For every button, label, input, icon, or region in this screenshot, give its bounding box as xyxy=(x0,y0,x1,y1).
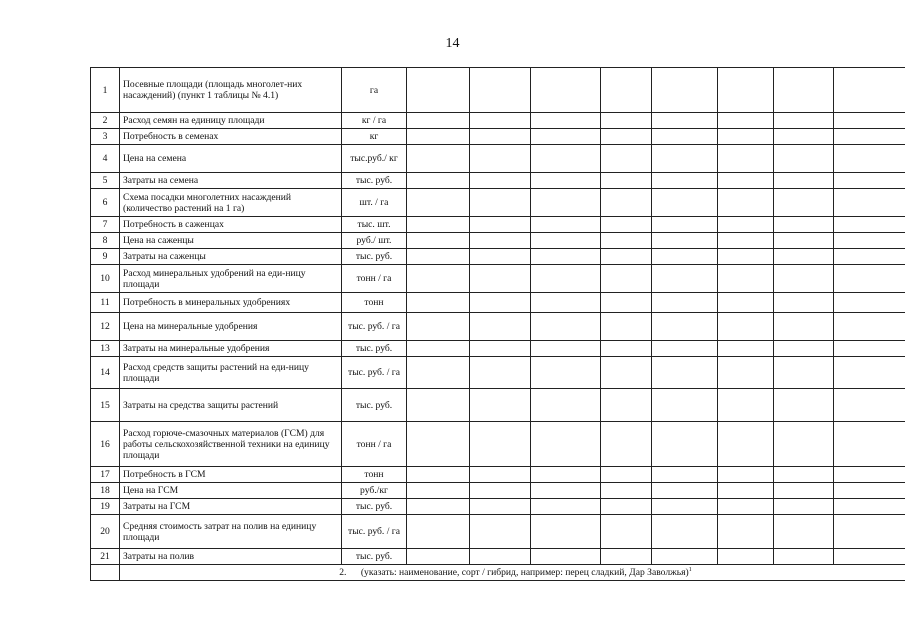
empty-value-cell xyxy=(407,233,470,249)
row-number: 13 xyxy=(91,341,120,357)
empty-value-cell xyxy=(601,233,652,249)
empty-value-cell xyxy=(531,515,601,549)
row-unit: тыс. руб. xyxy=(342,341,407,357)
empty-value-cell xyxy=(834,341,905,357)
empty-value-cell xyxy=(531,389,601,422)
row-number: 4 xyxy=(91,145,120,173)
empty-value-cell xyxy=(774,173,834,189)
empty-value-cell xyxy=(652,313,718,341)
empty-value-cell xyxy=(470,467,531,483)
empty-value-cell xyxy=(774,483,834,499)
empty-value-cell xyxy=(470,189,531,217)
empty-value-cell xyxy=(407,265,470,293)
empty-value-cell xyxy=(407,499,470,515)
empty-value-cell xyxy=(601,341,652,357)
row-unit: тыс. руб. / га xyxy=(342,357,407,389)
row-number: 12 xyxy=(91,313,120,341)
empty-value-cell xyxy=(601,173,652,189)
row-indicator-name: Цена на семена xyxy=(120,145,342,173)
row-number: 8 xyxy=(91,233,120,249)
empty-value-cell xyxy=(718,422,774,467)
empty-value-cell xyxy=(531,549,601,565)
empty-value-cell xyxy=(774,145,834,173)
table-row xyxy=(91,422,905,467)
empty-value-cell xyxy=(774,389,834,422)
row-indicator-name: Расход минеральных удобрений на еди-ницу площади xyxy=(120,265,342,293)
empty-value-cell xyxy=(601,145,652,173)
empty-value-cell xyxy=(407,422,470,467)
table-row xyxy=(91,293,905,313)
empty-value-cell xyxy=(652,189,718,217)
row-unit: тыс.руб./ кг xyxy=(342,145,407,173)
row-indicator-name: Затраты на саженцы xyxy=(120,249,342,265)
empty-value-cell xyxy=(774,467,834,483)
row-unit: тыс. руб. xyxy=(342,249,407,265)
empty-value-cell xyxy=(531,189,601,217)
empty-value-cell xyxy=(652,389,718,422)
empty-value-cell xyxy=(470,515,531,549)
empty-value-cell xyxy=(531,499,601,515)
empty-value-cell xyxy=(601,549,652,565)
empty-value-cell xyxy=(834,173,905,189)
empty-value-cell xyxy=(531,68,601,113)
row-number: 20 xyxy=(91,515,120,549)
footer-item-number: 2. xyxy=(339,567,347,578)
empty-value-cell xyxy=(774,422,834,467)
empty-value-cell xyxy=(407,515,470,549)
empty-value-cell xyxy=(718,313,774,341)
empty-value-cell xyxy=(601,499,652,515)
row-unit: шт. / га xyxy=(342,189,407,217)
empty-value-cell xyxy=(531,173,601,189)
empty-value-cell xyxy=(601,389,652,422)
empty-value-cell xyxy=(718,173,774,189)
empty-value-cell xyxy=(774,217,834,233)
table-row xyxy=(91,68,905,113)
empty-value-cell xyxy=(601,265,652,293)
footer-row xyxy=(91,565,905,581)
empty-value-cell xyxy=(531,113,601,129)
empty-value-cell xyxy=(601,467,652,483)
row-number: 18 xyxy=(91,483,120,499)
empty-value-cell xyxy=(601,113,652,129)
row-indicator-name: Расход средств защиты растений на еди-ницу площади xyxy=(120,357,342,389)
table-row xyxy=(91,173,905,189)
row-unit: тыс. руб. / га xyxy=(342,313,407,341)
row-unit: тыс. руб. xyxy=(342,389,407,422)
empty-value-cell xyxy=(601,515,652,549)
empty-value-cell xyxy=(718,389,774,422)
empty-value-cell xyxy=(834,249,905,265)
empty-value-cell xyxy=(774,113,834,129)
empty-value-cell xyxy=(407,113,470,129)
empty-value-cell xyxy=(601,483,652,499)
empty-value-cell xyxy=(531,233,601,249)
row-indicator-name: Затраты на ГСМ xyxy=(120,499,342,515)
empty-value-cell xyxy=(407,173,470,189)
empty-value-cell xyxy=(718,233,774,249)
row-indicator-name: Потребность в саженцах xyxy=(120,217,342,233)
table-row xyxy=(91,467,905,483)
table-row xyxy=(91,113,905,129)
row-unit: тыс. руб. xyxy=(342,173,407,189)
empty-value-cell xyxy=(470,173,531,189)
empty-value-cell xyxy=(834,113,905,129)
row-unit: руб./кг xyxy=(342,483,407,499)
row-indicator-name: Цена на ГСМ xyxy=(120,483,342,499)
empty-value-cell xyxy=(652,467,718,483)
row-indicator-name: Средняя стоимость затрат на полив на единицу площади xyxy=(120,515,342,549)
empty-value-cell xyxy=(470,293,531,313)
table-row xyxy=(91,265,905,293)
row-indicator-name: Схема посадки многолетних насаждений (количество растений на 1 га) xyxy=(120,189,342,217)
row-indicator-name: Потребность в ГСМ xyxy=(120,467,342,483)
empty-value-cell xyxy=(834,129,905,145)
row-indicator-name: Потребность в минеральных удобрениях xyxy=(120,293,342,313)
empty-value-cell xyxy=(407,189,470,217)
empty-value-cell xyxy=(470,68,531,113)
row-number: 21 xyxy=(91,549,120,565)
empty-value-cell xyxy=(531,422,601,467)
empty-value-cell xyxy=(407,313,470,341)
row-number: 5 xyxy=(91,173,120,189)
empty-value-cell xyxy=(470,313,531,341)
empty-value-cell xyxy=(470,422,531,467)
empty-value-cell xyxy=(834,313,905,341)
empty-value-cell xyxy=(774,293,834,313)
empty-value-cell xyxy=(774,68,834,113)
empty-value-cell xyxy=(407,217,470,233)
row-indicator-name: Затраты на минеральные удобрения xyxy=(120,341,342,357)
empty-value-cell xyxy=(774,341,834,357)
row-unit: тыс. руб. / га xyxy=(342,515,407,549)
row-number: 19 xyxy=(91,499,120,515)
table-row xyxy=(91,233,905,249)
empty-value-cell xyxy=(470,483,531,499)
empty-value-cell xyxy=(470,499,531,515)
row-unit: га xyxy=(342,68,407,113)
empty-value-cell xyxy=(470,129,531,145)
empty-value-cell xyxy=(470,113,531,129)
empty-value-cell xyxy=(774,233,834,249)
empty-value-cell xyxy=(652,68,718,113)
empty-value-cell xyxy=(834,389,905,422)
empty-value-cell xyxy=(834,189,905,217)
empty-value-cell xyxy=(774,313,834,341)
empty-value-cell xyxy=(470,249,531,265)
row-number: 15 xyxy=(91,389,120,422)
empty-value-cell xyxy=(718,189,774,217)
row-indicator-name: Затраты на средства защиты растений xyxy=(120,389,342,422)
empty-value-cell xyxy=(652,499,718,515)
empty-value-cell xyxy=(407,145,470,173)
empty-value-cell xyxy=(601,129,652,145)
empty-value-cell xyxy=(718,515,774,549)
row-number: 17 xyxy=(91,467,120,483)
empty-value-cell xyxy=(531,265,601,293)
empty-value-cell xyxy=(407,357,470,389)
empty-value-cell xyxy=(407,129,470,145)
empty-value-cell xyxy=(652,173,718,189)
empty-value-cell xyxy=(601,293,652,313)
row-indicator-name: Расход горюче-смазочных материалов (ГСМ) для работы сельскохозяйственной техники на единицу площади xyxy=(120,422,342,467)
empty-value-cell xyxy=(718,499,774,515)
row-unit: тыс. руб. xyxy=(342,499,407,515)
empty-value-cell xyxy=(601,68,652,113)
empty-value-cell xyxy=(718,467,774,483)
table-row xyxy=(91,249,905,265)
empty-value-cell xyxy=(652,233,718,249)
empty-value-cell xyxy=(718,483,774,499)
footnote-marker: 1 xyxy=(688,566,692,573)
row-number: 7 xyxy=(91,217,120,233)
empty-value-cell xyxy=(531,293,601,313)
empty-value-cell xyxy=(834,515,905,549)
empty-value-cell xyxy=(834,467,905,483)
empty-value-cell xyxy=(470,389,531,422)
row-unit: тыс. руб. xyxy=(342,549,407,565)
empty-value-cell xyxy=(407,467,470,483)
empty-value-cell xyxy=(774,189,834,217)
empty-value-cell xyxy=(601,422,652,467)
footer-instruction-text: (указать: наименование, сорт / гибрид, например: перец сладкий, Дар Заволжья) xyxy=(360,567,689,578)
table-row xyxy=(91,189,905,217)
crop-specification-note xyxy=(120,565,905,581)
empty-value-cell xyxy=(774,129,834,145)
empty-value-cell xyxy=(718,341,774,357)
empty-value-cell xyxy=(652,249,718,265)
table-row xyxy=(91,129,905,145)
empty-value-cell xyxy=(718,549,774,565)
empty-value-cell xyxy=(718,265,774,293)
empty-value-cell xyxy=(470,145,531,173)
row-number: 3 xyxy=(91,129,120,145)
row-unit: тонн / га xyxy=(342,265,407,293)
empty-value-cell xyxy=(652,483,718,499)
empty-value-cell xyxy=(407,341,470,357)
empty-value-cell xyxy=(531,145,601,173)
row-number: 14 xyxy=(91,357,120,389)
row-indicator-name: Расход семян на единицу площади xyxy=(120,113,342,129)
empty-value-cell xyxy=(718,145,774,173)
table-row xyxy=(91,389,905,422)
table-row xyxy=(91,341,905,357)
empty-value-cell xyxy=(718,293,774,313)
cost-table xyxy=(90,67,905,581)
empty-value-cell xyxy=(774,249,834,265)
empty-value-cell xyxy=(407,293,470,313)
row-indicator-name: Затраты на полив xyxy=(120,549,342,565)
empty-value-cell xyxy=(531,249,601,265)
row-unit: тонн xyxy=(342,293,407,313)
empty-value-cell xyxy=(652,357,718,389)
empty-value-cell xyxy=(470,357,531,389)
empty-value-cell xyxy=(470,341,531,357)
empty-value-cell xyxy=(601,217,652,233)
empty-value-cell xyxy=(834,293,905,313)
empty-value-cell xyxy=(718,113,774,129)
row-unit: тонн / га xyxy=(342,422,407,467)
table-row xyxy=(91,145,905,173)
empty-value-cell xyxy=(834,145,905,173)
empty-value-cell xyxy=(531,341,601,357)
empty-value-cell xyxy=(470,233,531,249)
row-unit: тыс. шт. xyxy=(342,217,407,233)
footer-empty-cell xyxy=(91,565,120,581)
row-indicator-name: Потребность в семенах xyxy=(120,129,342,145)
empty-value-cell xyxy=(407,483,470,499)
empty-value-cell xyxy=(531,357,601,389)
page-number: 14 xyxy=(445,36,460,51)
empty-value-cell xyxy=(834,499,905,515)
empty-value-cell xyxy=(407,549,470,565)
empty-value-cell xyxy=(834,233,905,249)
row-indicator-name: Цена на минеральные удобрения xyxy=(120,313,342,341)
empty-value-cell xyxy=(834,265,905,293)
empty-value-cell xyxy=(601,189,652,217)
row-number: 2 xyxy=(91,113,120,129)
table-row xyxy=(91,483,905,499)
empty-value-cell xyxy=(774,515,834,549)
empty-value-cell xyxy=(652,422,718,467)
empty-value-cell xyxy=(774,549,834,565)
empty-value-cell xyxy=(774,499,834,515)
row-indicator-name: Посевные площади (площадь многолет-них насаждений) (пункт 1 таблицы № 4.1) xyxy=(120,68,342,113)
table-row xyxy=(91,549,905,565)
row-indicator-name: Затраты на семена xyxy=(120,173,342,189)
empty-value-cell xyxy=(834,549,905,565)
table-row xyxy=(91,313,905,341)
empty-value-cell xyxy=(531,483,601,499)
table-row xyxy=(91,515,905,549)
row-number: 6 xyxy=(91,189,120,217)
row-unit: руб./ шт. xyxy=(342,233,407,249)
table-row xyxy=(91,217,905,233)
empty-value-cell xyxy=(601,357,652,389)
empty-value-cell xyxy=(718,357,774,389)
empty-value-cell xyxy=(834,68,905,113)
row-number: 11 xyxy=(91,293,120,313)
empty-value-cell xyxy=(834,422,905,467)
empty-value-cell xyxy=(652,113,718,129)
empty-value-cell xyxy=(407,249,470,265)
empty-value-cell xyxy=(652,549,718,565)
empty-value-cell xyxy=(834,483,905,499)
table-row xyxy=(91,357,905,389)
empty-value-cell xyxy=(834,357,905,389)
empty-value-cell xyxy=(601,313,652,341)
empty-value-cell xyxy=(834,217,905,233)
row-unit: тонн xyxy=(342,467,407,483)
empty-value-cell xyxy=(652,129,718,145)
empty-value-cell xyxy=(652,515,718,549)
empty-value-cell xyxy=(470,549,531,565)
row-unit: кг / га xyxy=(342,113,407,129)
row-indicator-name: Цена на саженцы xyxy=(120,233,342,249)
empty-value-cell xyxy=(601,249,652,265)
empty-value-cell xyxy=(774,265,834,293)
empty-value-cell xyxy=(470,217,531,233)
table-row xyxy=(91,499,905,515)
row-number: 9 xyxy=(91,249,120,265)
empty-value-cell xyxy=(407,68,470,113)
row-unit: кг xyxy=(342,129,407,145)
empty-value-cell xyxy=(718,249,774,265)
empty-value-cell xyxy=(531,129,601,145)
empty-value-cell xyxy=(652,217,718,233)
empty-value-cell xyxy=(774,357,834,389)
empty-value-cell xyxy=(531,467,601,483)
empty-value-cell xyxy=(718,129,774,145)
empty-value-cell xyxy=(470,265,531,293)
empty-value-cell xyxy=(718,68,774,113)
row-number: 10 xyxy=(91,265,120,293)
empty-value-cell xyxy=(652,265,718,293)
empty-value-cell xyxy=(652,145,718,173)
empty-value-cell xyxy=(652,341,718,357)
row-number: 16 xyxy=(91,422,120,467)
empty-value-cell xyxy=(531,217,601,233)
empty-value-cell xyxy=(652,293,718,313)
empty-value-cell xyxy=(407,389,470,422)
empty-value-cell xyxy=(718,217,774,233)
row-number: 1 xyxy=(91,68,120,113)
empty-value-cell xyxy=(531,313,601,341)
